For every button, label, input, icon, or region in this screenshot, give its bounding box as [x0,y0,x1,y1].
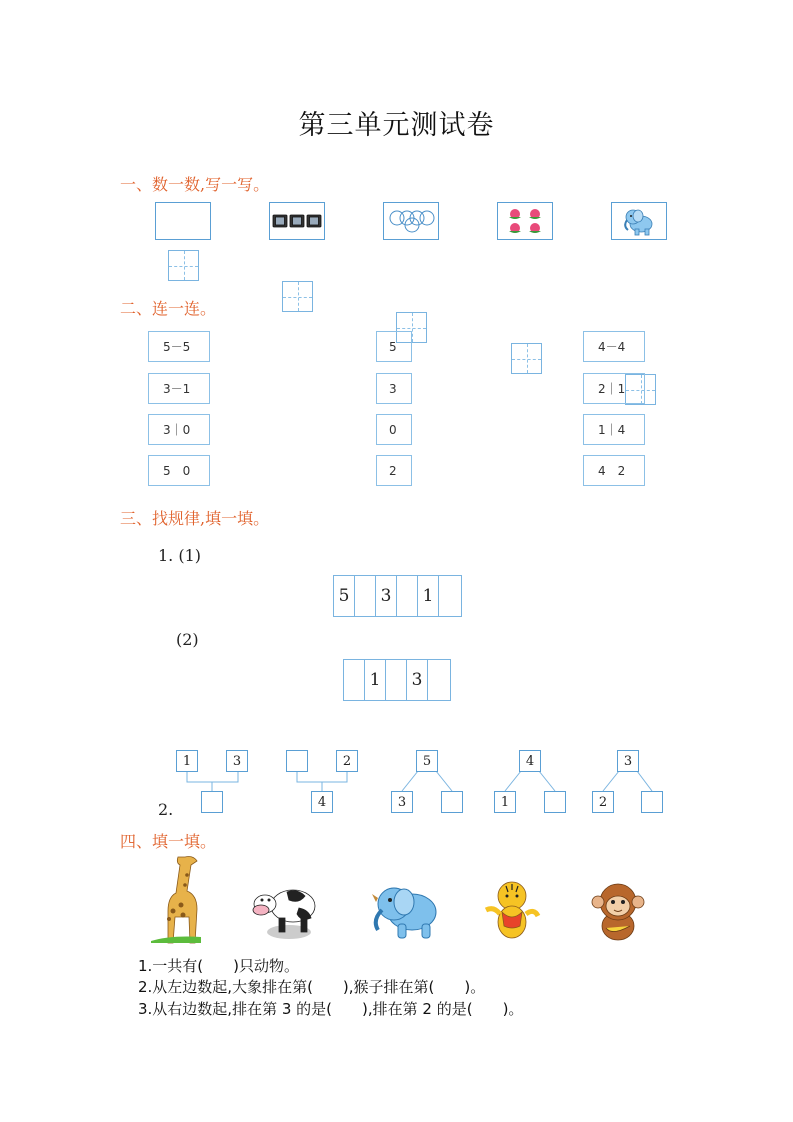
question-4-1: 1.一共有( )只动物。 [138,957,300,975]
pattern-cell: 1 [365,660,386,700]
question-2-label: 2. [158,800,174,819]
question-1-sub2-label: (2) [176,630,199,649]
match-card-right[interactable]: 2｜1 [583,373,645,404]
tv-icon [269,202,325,240]
pattern-cell: 5 [334,576,355,616]
peach-icon [497,202,553,240]
pattern-row-2 [343,659,451,701]
match-card-middle[interactable]: 3 [376,373,412,404]
match-card-middle[interactable]: 5 [376,331,412,362]
bond-total: 4 [311,791,333,813]
cow-icon [249,880,321,942]
section2-heading: 二、连一连。 [120,299,217,318]
question-4-2: 2.从左边数起,大象排在第( ),猴子排在第( )。 [138,978,486,996]
bond-part: 2 [336,750,358,772]
pattern-cell: 1 [418,576,439,616]
section4-heading: 四、填一填。 [120,832,217,851]
pattern-cell: 3 [407,660,428,700]
bond-part: 3 [391,791,413,813]
picture-frame-empty [155,202,211,240]
match-card-right[interactable]: 4－4 [583,331,645,362]
question-4-3: 3.从右边数起,排在第 3 的是( ),排在第 2 的是( )。 [138,1000,524,1018]
pattern-cell-blank[interactable] [439,576,460,616]
bond-total-blank[interactable] [201,791,223,813]
pattern-cell-blank[interactable] [386,660,407,700]
rings-icon [383,202,439,240]
elephant-icon [611,202,667,240]
question-1-label: 1. (1) [158,546,202,565]
match-card-right[interactable]: 4 2 [583,455,645,486]
pattern-cell-blank[interactable] [344,660,365,700]
answer-grid[interactable] [282,281,313,312]
pattern-cell: 3 [376,576,397,616]
match-card-middle[interactable]: 2 [376,455,412,486]
answer-grid[interactable] [511,343,542,374]
match-card-middle[interactable]: 0 [376,414,412,445]
bond-part: 1 [494,791,516,813]
match-card-left[interactable]: 5 0 [148,455,210,486]
bond-top: 4 [519,750,541,772]
bond-top: 5 [416,750,438,772]
match-card-left[interactable]: 3－1 [148,373,210,404]
elephant-icon [370,880,442,944]
bond-part-blank[interactable] [286,750,308,772]
giraffe-icon [145,853,207,945]
bond-part: 1 [176,750,198,772]
tiger-icon [482,878,542,944]
bond-top: 3 [617,750,639,772]
match-card-left[interactable]: 3｜0 [148,414,210,445]
bond-part: 2 [592,791,614,813]
monkey-icon [586,880,648,944]
section3-heading: 三、找规律,填一填。 [120,509,270,528]
section1-heading: 一、数一数,写一写。 [120,175,270,194]
match-card-left[interactable]: 5－5 [148,331,210,362]
bond-part-blank[interactable] [641,791,663,813]
pattern-row-1 [333,575,462,617]
pattern-cell-blank[interactable] [397,576,418,616]
page-title: 第三单元测试卷 [298,110,495,141]
bond-part-blank[interactable] [441,791,463,813]
bond-part: 3 [226,750,248,772]
match-card-right[interactable]: 1｜4 [583,414,645,445]
pattern-cell-blank[interactable] [428,660,449,700]
bond-part-blank[interactable] [544,791,566,813]
answer-grid[interactable] [168,250,199,281]
pattern-cell-blank[interactable] [355,576,376,616]
